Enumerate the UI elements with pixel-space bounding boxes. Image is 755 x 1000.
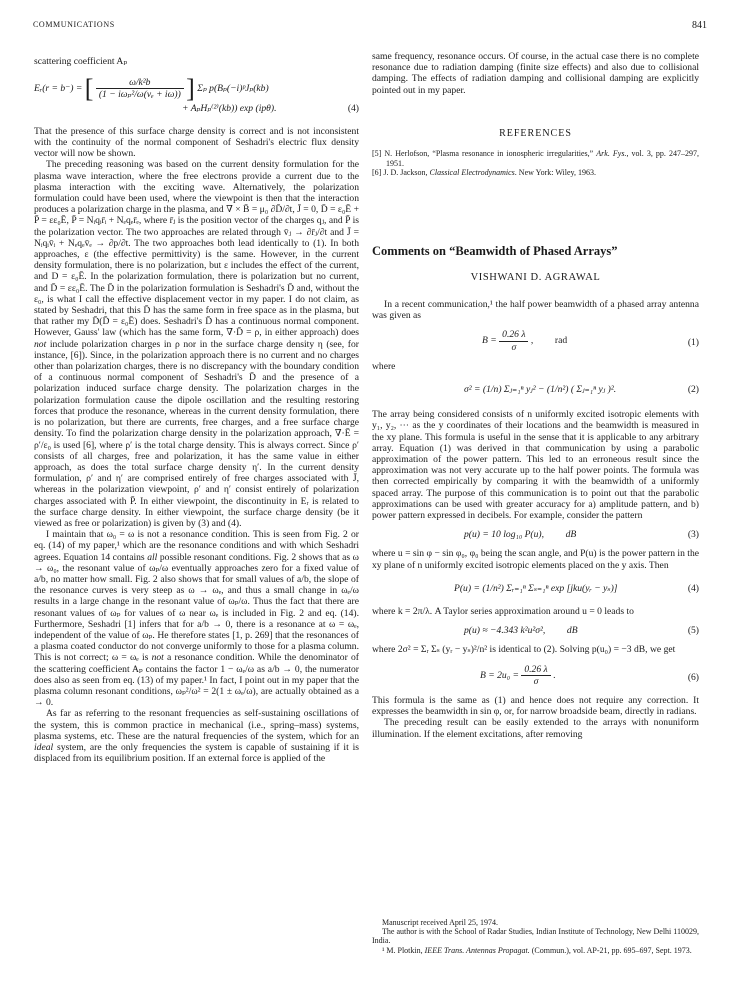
equation-number: (4)	[347, 102, 359, 114]
equation-4-left	[34, 74, 359, 114]
paragraph: where 2σ² = Σᵣ Σₛ (yᵣ − yₛ)²/n² is identical to (2). Solving p(u₀) = −3 dB, we get	[372, 644, 676, 656]
continuation-paragraph: same frequency, resonance occurs. Of course, in the actual case there is no complete resonance due to radiation damping (finite size effects) and also due to collisional damping. The effects of radiation damping and collisional damping are explicitly pointed out in my paper.	[372, 51, 699, 96]
equation-4-right: P(u) = (1/n²) Σᵣ₌₁ⁿ Σₛ₌₁ⁿ exp [jku(yᵣ − yₛ)] (4)	[454, 582, 699, 594]
paragraph: The preceding reasoning was based on the current density formulation for the plasma wave interaction, where the free electrons provide a current due to the plasma interaction with the exciting wave. Alternatively, the polarization formulation could have been used, where the viewpoint is then that the interaction produces a polarization charge in the plasma, and ∇ × B̄ = μ₀ ∂D̄/∂t, J̄ = 0, D̄ = ε₀Ē + P̄ = εε₀Ē, P̄ = Nᵢqᵢr̄ᵢ + Nₑqₑr̄ₑ, where r̄ⱼ is the position vector of the charges qⱼ, and P̄ is the polarization vector. The two approaches are related through v̄ⱼ → ∂r̄ⱼ/∂t and J̄ = Nᵢqᵢv̄ᵢ + Nₑqₑv̄ₑ → ∂p/∂t. The two approaches both lead identically to (1). In both approaches, ε (the effective permittivity) is the same. However, in the current density formulation, there is no polarization, but ε includes the effect of the current, and D = ε₀Ē. In the polarization formulation, there is polarization but no current, and D̄ = εε₀Ē. The D̄ in the polarization formulation is Seshadri's D̄ and, without the ε₀, is what I call the effective displacement vector in my paper. I do not claim, as stated by Seshadri, that this D̄ has the same form in free space as in the plasma, but that rather my D̄(D̄ = ε₀Ē) does. Seshadri's D̄ has a continuous normal component. However, Gauss' law (which has the same form, ∇·D̄ = ρ, in either approach) does not include polarization charges in ρ nor in the surface charge density η (see, for instance, [6]). Since, in the polarization approach there is no current and no charges other than polarization charges, there is no discrepancy with the boundary condition of a continuous normal component of Seshadri's D̄ and the presence of a polarization induced surface charge density. The polarization charges in the polarization formulation cause the dipole oscillation and the resulting restoring forces that produce the resonance, whereas in the current density formulation, there is no polarization, but there are currents, free charges, and a free surface charge density. To find the polarization charge density in the polarization approach, ∇·Ē = ρ′/ε₀ is used [6], where ρ′ is the total charge density. This is always correct. Since ρ′ consists of all charges, free and polarization, it has the same value in either approach, as does the total surface charge density η′. In the current density formulation, ρ′ and η′ are comprised entirely of free charges associated with J̄, whereas in the polarization viewpoint, ρ′ and η′ consist entirely of polarization charges associated with P̄. In either viewpoint, the discontinuity in Eᵣ is related to the surface charge density. In either viewpoint, the surface charge density (be it viewed as free or polarization) is given by (3) and (4).	[34, 159, 359, 529]
equation-5: p(u) ≈ −4.343 k²u²σ², dB (5)	[464, 625, 699, 637]
intro-paragraph: In a recent communication,¹ the half power beamwidth of a phased array antenna was given as	[372, 298, 699, 322]
paragraph: That the presence of this surface charge density is correct and is not inconsistent with the continuity of the normal component of Seshadri's electric flux density vector will now be shown.	[34, 125, 359, 160]
page-number: 841	[692, 20, 707, 31]
eq4-rhs-line2: + AₚHₚ⁽²⁾(kb)) exp (ipθ).	[182, 102, 277, 114]
references-heading: REFERENCES	[499, 127, 572, 139]
bracket-close: ]	[186, 74, 195, 104]
reference-item: [6] J. D. Jackson, Classical Electrodynamics. New York: Wiley, 1963.	[372, 168, 597, 178]
equation-number: (4)	[687, 582, 699, 594]
equation-3: p(u) = 10 log₁₀ P(u), dB (3)	[464, 529, 699, 541]
right-column	[372, 51, 699, 740]
where-text: where	[372, 360, 396, 372]
bracket-open: [	[84, 74, 94, 104]
footnote: ¹ M. Plotkin, IEEE Trans. Antennas Propagat. (Commun.), vol. AP-21, pp. 695–697, Sept. 1973.	[382, 945, 692, 955]
paragraph: where k = 2π/λ. A Taylor series approximation around u = 0 leads to	[372, 605, 634, 617]
footnote: Manuscript received April 25, 1974.	[382, 918, 498, 927]
left-column	[34, 56, 359, 764]
paragraph: As far as referring to the resonant frequencies as self-sustaining oscillations of the system, this is common practice in mechanical (i.e., spring–mass) systems, plasma systems, etc. These are the natural frequencies of the system, which for an ideal system, are the only frequencies the system is capable of sustaining if it is displaced from its equilibrium position. If an external force is applied of the	[34, 708, 359, 765]
equation-number: (2)	[687, 383, 699, 395]
equation-number: (5)	[687, 625, 699, 637]
equation-2: σ² = (1/n) Σⱼ₌₁ⁿ yⱼ² − (1/n²) ( Σⱼ₌₁ⁿ yⱼ )². (2)	[464, 383, 699, 395]
equation-number: (3)	[687, 529, 699, 541]
footnote: The author is with the School of Radar Studies, Indian Institute of Technology, New Delhi 110029, India.	[372, 927, 699, 946]
equation-number: (1)	[687, 337, 699, 349]
eq4-rhs-line1: Σₚ p(Bₚ(−i)ᵖJₚ(kb)	[197, 83, 269, 95]
equation-6: B = 2u₀ = $\frac{0.26 \lambda}{\sigma}$ . (6)	[480, 663, 699, 687]
paragraph: This formula is the same as (1) and hence does not require any correction. It expresses the beamwidth in sin φ, or, for narrow broadside beam, directly in radians.	[372, 695, 699, 718]
equation-number: (6)	[687, 671, 699, 683]
equation-1: B = $\frac{0.26 \lambda}{\sigma}$ , rad (1)	[482, 329, 699, 353]
eq4-lhs: Eᵣ(r = b⁻) =	[34, 83, 83, 95]
footnotes	[372, 918, 699, 955]
paragraph: I maintain that ω₀ = ω is not a resonance condition. This is seen from Fig. 2 or eq. (14) of my paper,¹ which are the resonance conditions and with which Seshadri agrees. Equation 14 contains all possible resonant conditions. Fig. 2 shows that as ω → ω₀, the resonant value of ωₚ/ω eventually approaches zero for a fixed value of a/b, no matter how small. Fig. 2 also shows that for small values of a/b, the slope of the resonance curves is very steep as ω → ωₑ, and thus a small change in ωₑ/ω results in a large change in the resonant value of ωₚ/ω. Thus the fact that there are resonant values of ωₚ for values of ω near ωₑ is included in Fig. 2 and eq. (14). Furthermore, Seshadri [1] infers that for a/b → 0, there is a resonance at ω = ωₑ, independent of the value of ωₚ. He therefore states [1, p. 269] that the resonances of a plasma coated conductor do not converge uniformly to those for a plasma column. This is not correct; ω = ωₑ is not a resonance condition. While the denominator of the scattering coefficient Aₚ contains the factor 1 − ωₑ/ω as a/b → 0, the numerator does also as seen from eq. (13) of my paper.¹ In fact, I point out in my paper that the plasma column resonant conditions, ωₚ²/ω² = 2(1 ± ωₑ/ω), are actually obtained as a → 0.	[34, 529, 359, 709]
lead-text: scattering coefficient Aₚ	[34, 56, 128, 67]
paragraph: where u = sin φ − sin φ₀, φ₀ being the scan angle, and P(u) is the power pattern in the xy plane of n uniformly excited isotropic elements placed on the y axis. Then	[372, 548, 699, 571]
reference-item: [5] N. Herlofson, “Plasma resonance in ionospheric irregularities,” Ark. Fys., vol. 3, pp. 247–297, 1951.	[372, 149, 699, 168]
paragraph: The array being considered consists of n uniformly excited isotropic elements with y₁, y₂, ⋯ as the y coordinates of their locations and the beamwidth is measured in the xy plane. This formula is useful in the sense that it is applicable to any arbitrary array. Equation (1) was derived in that communication by using a parabolic approximation of the power pattern. This led to an erroneous result since the approximation was not very accurate up to the half power points. The formula was then corrected empirically by comparing it with the beamwidth of a uniformly spaced array. The purpose of this communication is to point out that the parabolic approximations can be used with greater accuracy for a) amplitude pattern, and b) power pattern expressed in decibels. For example, consider the pattern	[372, 409, 699, 521]
article-title: Comments on “Beamwidth of Phased Arrays”	[372, 243, 618, 258]
author-name: VISHWANI D. AGRAWAL	[470, 271, 601, 283]
paragraph: The preceding result can be easily extended to the arrays with nonuniform illumination. If the element excitations, after removing	[372, 717, 699, 740]
eq4-fraction: $\frac{\text{ω/k²b}}{\text{(1 − iωₚ²/ω(νₑ + iω))}}$	[96, 77, 184, 100]
running-head: COMMUNICATIONS	[33, 20, 115, 29]
